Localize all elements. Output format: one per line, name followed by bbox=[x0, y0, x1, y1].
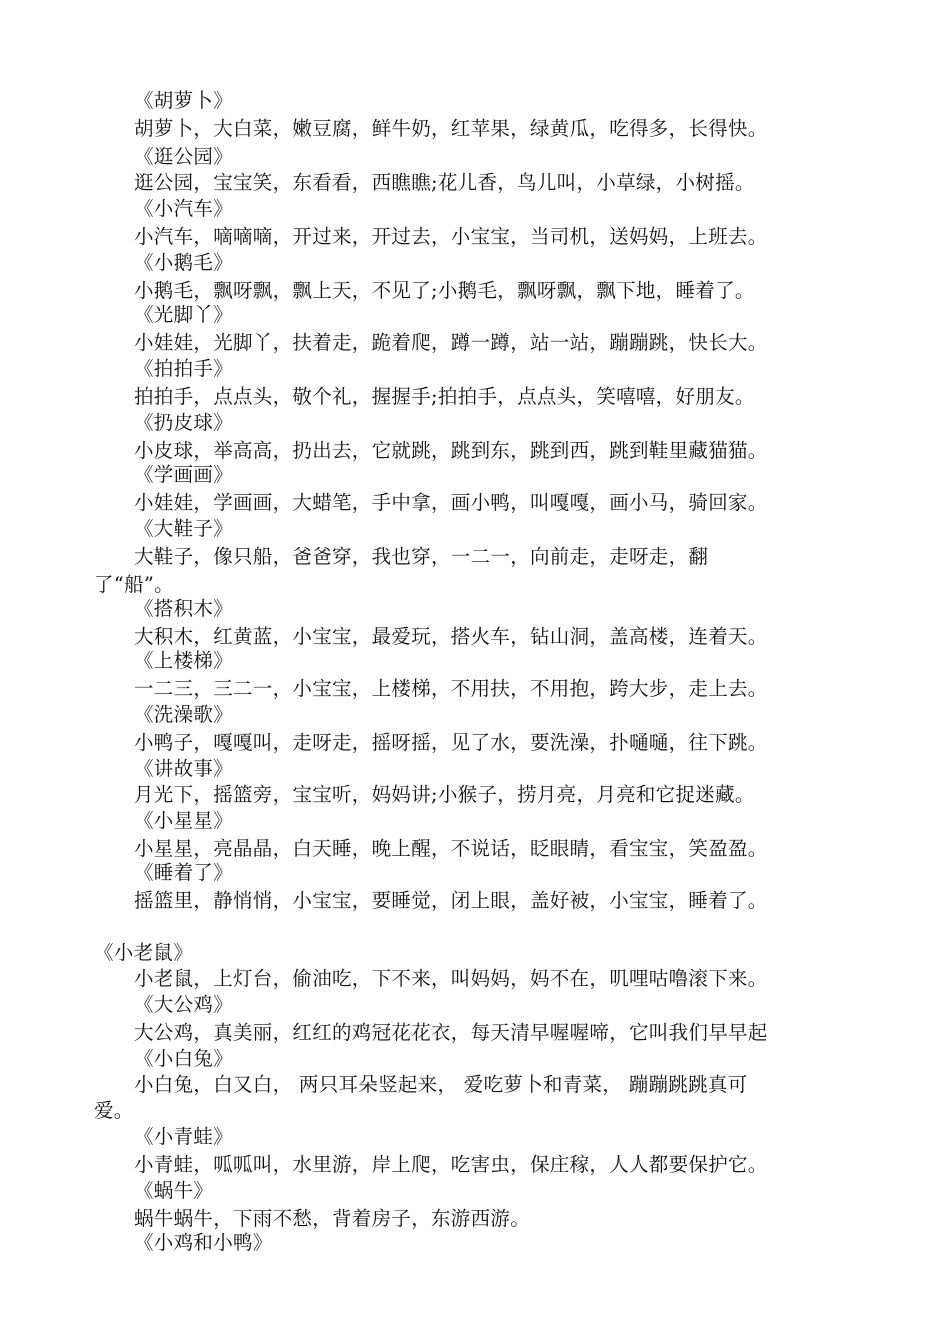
poem-body-line: 小白兔，白又白， 两只耳朵竖起来， 爱吃萝卜和青菜， 蹦蹦跳跳真可 bbox=[134, 1073, 748, 1096]
poem-title: 《小青蛙》 bbox=[134, 1125, 234, 1148]
poem-title: 《学画画》 bbox=[134, 463, 234, 486]
poem-title: 《小鹅毛》 bbox=[134, 251, 234, 274]
poem-body-line: 小老鼠，上灯台，偷油吃，下不来，叫妈妈，妈不在，叽哩咕噜滚下来。 bbox=[134, 967, 768, 990]
poem-body-line: 小皮球，举高高，扔出去，它就跳，跳到东，跳到西，跳到鞋里藏猫猫。 bbox=[134, 439, 768, 462]
poem-title: 《小星星》 bbox=[134, 809, 234, 832]
poem-body-line: 小汽车，嘀嘀嘀，开过来，开过去，小宝宝，当司机，送妈妈，上班去。 bbox=[134, 225, 768, 248]
poem-body-line: 小星星，亮晶晶，白天睡，晚上醒，不说话，眨眼睛，看宝宝，笑盈盈。 bbox=[134, 837, 768, 860]
poem-body-line: 小鸭子，嘎嘎叫，走呀走，摇呀摇，见了水，要洗澡，扑嗵嗵，往下跳。 bbox=[134, 731, 768, 754]
poem-body-line: 小娃娃，学画画，大蜡笔，手中拿，画小鸭，叫嘎嘎，画小马，骑回家。 bbox=[134, 491, 768, 514]
poem-title: 《逛公园》 bbox=[134, 145, 234, 168]
poem-body-line: 小鹅毛，飘呀飘，飘上天，不见了;小鹅毛，飘呀飘，飘下地，睡着了。 bbox=[134, 279, 755, 302]
poem-body-line: 大公鸡，真美丽，红红的鸡冠花花衣，每天清早喔喔啼，它叫我们早早起 bbox=[134, 1021, 768, 1044]
poem-title: 《洗澡歌》 bbox=[134, 703, 234, 726]
poem-body-line: 月光下，摇篮旁，宝宝听，妈妈讲;小猴子，捞月亮，月亮和它捉迷藏。 bbox=[134, 783, 755, 806]
poem-body-line: 拍拍手，点点头，敬个礼，握握手;拍拍手，点点头，笑嘻嘻，好朋友。 bbox=[134, 385, 755, 408]
poem-body-line: 一二三，三二一，小宝宝，上楼梯，不用扶，不用抱，跨大步，走上去。 bbox=[134, 677, 768, 700]
poem-body-line: 蜗牛蜗牛，下雨不愁，背着房子，东游西游。 bbox=[134, 1207, 531, 1230]
poem-title: 《讲故事》 bbox=[134, 757, 234, 780]
poem-body-line: 大鞋子，像只船，爸爸穿，我也穿，一二一，向前走，走呀走，翻 bbox=[134, 545, 709, 568]
poem-title: 《小鸡和小鸭》 bbox=[134, 1231, 273, 1254]
poem-body-line: 小娃娃，光脚丫，扶着走，跪着爬，蹲一蹲，站一站，蹦蹦跳，快长大。 bbox=[134, 331, 768, 354]
poem-body-line: 胡萝卜，大白菜，嫩豆腐，鲜牛奶，红苹果，绿黄瓜，吃得多，长得快。 bbox=[134, 117, 768, 140]
poem-title: 《小汽车》 bbox=[134, 197, 234, 220]
poem-title: 《大公鸡》 bbox=[134, 993, 234, 1016]
poem-title: 《小白兔》 bbox=[134, 1047, 234, 1070]
poem-body-line: 大积木，红黄蓝，小宝宝，最爱玩，搭火车，钻山洞，盖高楼，连着天。 bbox=[134, 625, 768, 648]
poem-title: 《光脚丫》 bbox=[134, 303, 234, 326]
poem-line-flush: 《小老鼠》 bbox=[94, 941, 194, 964]
poem-title: 《拍拍手》 bbox=[134, 357, 234, 380]
poem-title: 《搭积木》 bbox=[134, 597, 234, 620]
poem-body-line: 逛公园，宝宝笑，东看看，西瞧瞧;花儿香，鸟儿叫，小草绿，小树摇。 bbox=[134, 171, 755, 194]
poem-body-line: 摇篮里，静悄悄，小宝宝，要睡觉，闭上眼，盖好被，小宝宝，睡着了。 bbox=[134, 889, 768, 912]
poem-line-flush: 爱。 bbox=[94, 1099, 134, 1122]
poem-body-line: 小青蛙，呱呱叫，水里游，岸上爬，吃害虫，保庄稼，人人都要保护它。 bbox=[134, 1153, 768, 1176]
poem-title: 《睡着了》 bbox=[134, 861, 234, 884]
poem-title: 《胡萝卜》 bbox=[134, 89, 234, 112]
poem-title: 《大鞋子》 bbox=[134, 517, 234, 540]
poem-title: 《扔皮球》 bbox=[134, 411, 234, 434]
poem-title: 《上楼梯》 bbox=[134, 649, 234, 672]
poem-title: 《蜗牛》 bbox=[134, 1179, 214, 1202]
poem-line-flush: 了“船”。 bbox=[94, 573, 174, 596]
